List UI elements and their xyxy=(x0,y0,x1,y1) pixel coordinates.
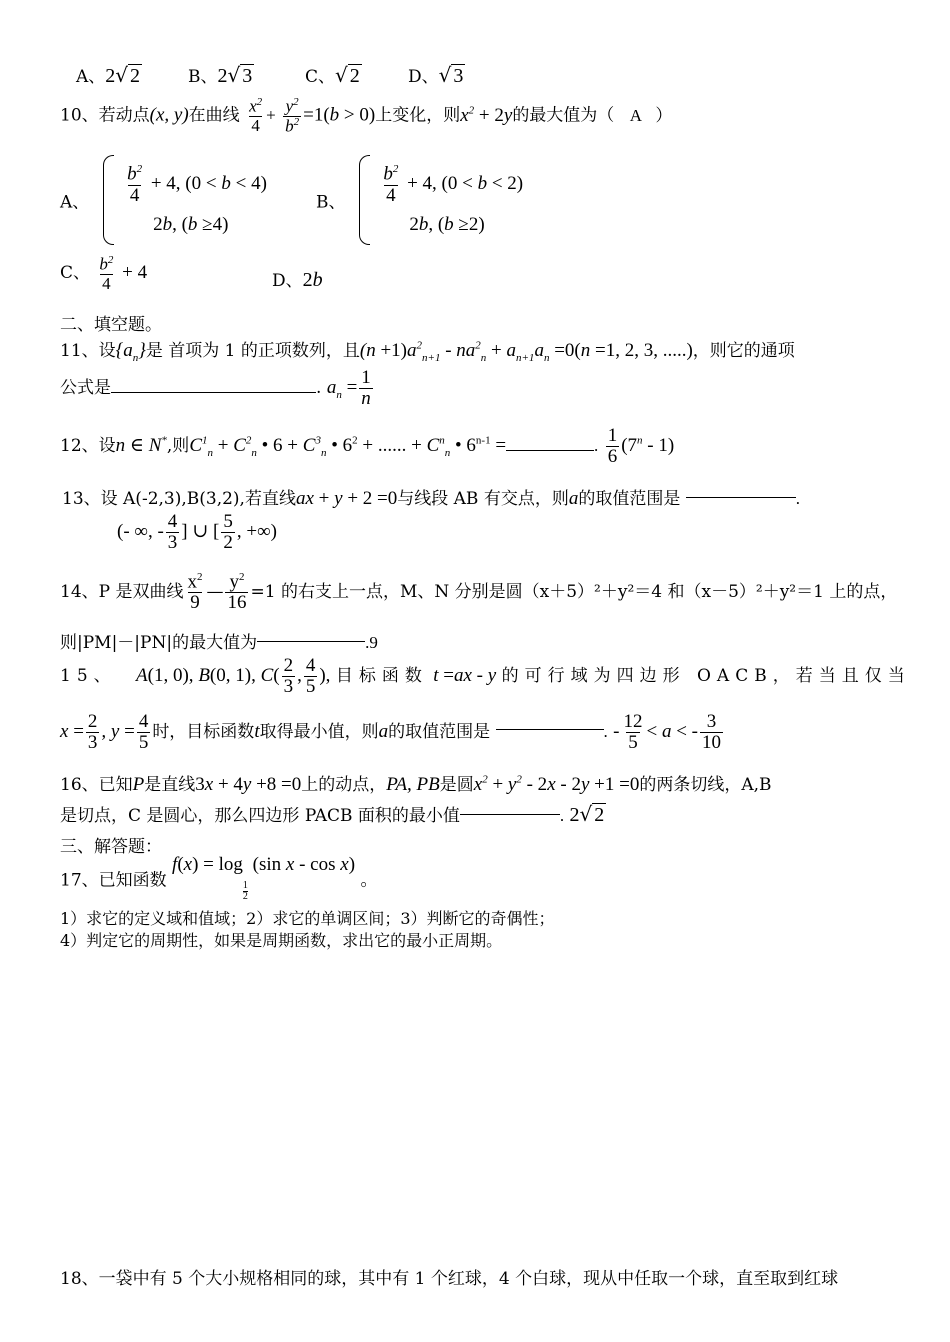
question-text: 与线段 AB 有交点，则 xyxy=(397,489,569,509)
q9-option-c-label: C、 xyxy=(305,67,336,87)
brace-symbol xyxy=(103,155,114,245)
fraction: $\frac{4}{5}$ xyxy=(138,711,149,753)
q9-option-d xyxy=(408,62,465,88)
question-text: 目标函数 xyxy=(335,665,428,686)
question-text: ） xyxy=(655,105,673,126)
question-16-line2: 是切点，C 是圆心，那么四边形 PACB 面积的最小值 . 2√ 2 xyxy=(60,802,605,826)
answer-blank[interactable] xyxy=(460,814,560,815)
question-text: . xyxy=(316,377,322,398)
q10-option-c: C、 $\frac{b^2}{4}$ + 4 xyxy=(60,254,148,293)
answer-blank[interactable] xyxy=(496,729,604,730)
question-text: 14、P 是双曲线 xyxy=(60,582,184,603)
q9-option-a-label: A、 xyxy=(76,67,106,87)
fraction: $\frac{1}{6}$ xyxy=(607,425,618,467)
fraction: $\frac{y^2}{b^2}$ xyxy=(285,96,300,136)
question-number: 15、 xyxy=(60,665,117,686)
option-label: D、 xyxy=(272,271,303,291)
question-text: 时，目标函数 xyxy=(152,721,255,742)
q9-option-b: B、2√ 3 xyxy=(188,63,253,87)
question-text: 的取值范围是 xyxy=(578,489,681,509)
sqrt-expression: √ 2 xyxy=(335,63,360,87)
question-11-line2: 公式是 . $a_n$ = $\frac{1}{n}$ xyxy=(60,367,371,409)
fraction: $\frac{b^2}{4}$ xyxy=(99,254,114,293)
question-number: 12、 xyxy=(60,435,99,456)
question-text: 的两条切线，A,B xyxy=(639,775,772,795)
question-text: ，则它的通项 xyxy=(692,341,795,361)
question-14-line2: 则|PM|－|PN|的最大值为 .9 xyxy=(60,633,378,653)
question-text: 上变化，则 xyxy=(375,105,461,126)
question-text: =1 的右支上一点，M、N 分别是圆（x＋5）²＋y²＝4 和（x－5）²＋y²＝1 上的点， xyxy=(250,582,898,603)
fraction: $\frac{2}{3}$ xyxy=(87,711,98,753)
q9-option-a: A、2√ 2 xyxy=(76,63,141,87)
fraction: $\frac{b^2}{4}$ xyxy=(383,163,399,206)
sqrt-expression: √ 3 xyxy=(227,63,253,87)
fraction: $\frac{x^2}{4}$ xyxy=(249,96,263,135)
fraction: $\frac{b^2}{4}$ xyxy=(127,163,143,206)
question-text: 取得最小值，则 xyxy=(259,721,379,742)
question-text: 是切点，C 是圆心，那么四边形 PACB 面积的最小值 xyxy=(60,806,460,826)
fraction: $\frac{1}{n}$ xyxy=(361,367,371,409)
question-text: 的可行域为四边形 OACB，若当且仅当 xyxy=(501,665,911,686)
q10-option-b: B、 $\frac{b^2}{4}$ + 4, (0 < b < 2) 2b, (b ≥2) xyxy=(316,155,523,245)
question-text: 是圆 xyxy=(439,775,474,795)
sqrt-expression: √ 2 xyxy=(579,802,605,826)
question-text: 是直线 xyxy=(144,775,196,795)
q9-option-d-label: D、 xyxy=(408,67,439,87)
fraction: $\frac{2}{3}$ xyxy=(283,655,294,697)
answer-blank[interactable] xyxy=(257,641,365,642)
question-text: 是 首项为 1 的正项数列，且 xyxy=(145,341,360,361)
question-14: 14、P 是双曲线 $\frac{x^2}{9}$ — $\frac{y^2}{16}$ =1 的右支上一点，M、N 分别是圆（x＋5）²＋y²＝4 和（x－5）²＋y²＝1 上的点， xyxy=(60,571,898,614)
fraction: $\frac{12}{5}$ xyxy=(623,711,643,753)
question-text: 若动点 xyxy=(98,105,150,126)
question-13-answer: (- ∞, - $\frac{4}{3}$ ] ∪ [ $\frac{5}{2}$ , +∞) xyxy=(117,511,277,553)
question-text: 则|PM|－|PN|的最大值为 xyxy=(60,633,258,653)
question-text: 公式是 xyxy=(60,377,111,398)
q10-option-a: A、 $\frac{b^2}{4}$ + 4, (0 < b < 4) 2b, (b ≥4) xyxy=(60,155,267,245)
fraction: $\frac{y^2}{16}$ xyxy=(227,571,247,614)
option-label: C、 xyxy=(60,263,91,284)
answer-blank[interactable] xyxy=(111,392,316,393)
section-heading-2: 二、填空题。 xyxy=(60,315,162,335)
answer-blank[interactable] xyxy=(506,450,594,451)
question-text: 设 xyxy=(98,341,116,361)
option-label: B、 xyxy=(316,192,346,213)
question-text: 16、已知 xyxy=(60,775,133,795)
question-text: 上的动点， xyxy=(301,775,387,795)
fraction: $\frac{5}{2}$ xyxy=(223,511,233,553)
sqrt-expression: √ 2 xyxy=(115,63,141,87)
question-13: 13、设 A(-2,3),B(3,2),若直线ax + y + 2 =0与线段 AB 有交点，则a的取值范围是 . xyxy=(62,488,800,509)
option-label: A、 xyxy=(60,192,90,213)
question-text: 13、设 A(-2,3),B(3,2),若直线 xyxy=(62,489,296,509)
question-11: 11、设$\{a_n\}$是 首项为 1 的正项数列，且$(n +1)a^2_{n+1} - na^2_n + a_{n+1}a_n =0(n =1$, 2, 3, .....)，则它的通项 xyxy=(60,339,795,364)
section-heading-3: 三、解答题： xyxy=(60,837,162,857)
question-15: 15、 A(1, 0), B(0, 1), C( $\frac{2}{3}$ , $\frac{4}{5}$ ), 目标函数 t =ax - y 的可行域为四边形 OACB，若当且仅当 xyxy=(60,655,911,697)
fraction: $\frac{4}{5}$ xyxy=(305,655,316,697)
question-text: 在曲线 xyxy=(188,105,240,126)
answer-text: 9 xyxy=(369,633,378,652)
question-text: ,则 xyxy=(166,435,190,456)
question-12: 12、设n ∈ N*,则$C^1_n + C^2_n$ • $6 + C^3_n$ • $6^2$ + ...... + $C^n_n$ • $6^{n-1}$ = . $\frac{1}{6}$ (7$^n$ - 1) xyxy=(60,425,675,467)
question-text: 的最大值为（ xyxy=(512,105,615,126)
answer-blank[interactable] xyxy=(686,497,796,498)
question-text: 17、已知函数 xyxy=(60,870,167,891)
question-17-parts-1: 1）求它的定义域和值域；2）求它的单调区间；3）判断它的奇偶性； xyxy=(60,909,555,928)
q9-option-c xyxy=(305,62,362,88)
question-number: 10、 xyxy=(60,105,99,126)
question-18: 18、一袋中有 5 个大小规格相同的球，其中有 1 个红球，4 个白球，现从中任取一个球，直至取到红球 xyxy=(60,1269,839,1289)
answer-text: A xyxy=(629,105,642,125)
question-10: 10、若动点(x, y)在曲线 $\frac{x^2}{4}$ + $\frac{y^2}{b^2}$ =1(b > 0)上变化，则$x^2 + 2y$的最大值为（ A ） xyxy=(60,96,673,136)
question-17: 17、已知函数 f(x) = log $\frac{1}{2}$ (sin x - cos x) 。 xyxy=(60,854,378,902)
q9-option-b-label: B、 xyxy=(188,67,218,87)
question-17-parts-2: 4）判定它的周期性，如果是周期函数，求出它的最小正周期。 xyxy=(60,931,503,950)
question-15-line2: x = $\frac{2}{3}$ , y = $\frac{4}{5}$ 时，目标函数t取得最小值，则a的取值范围是 . - $\frac{12}{5}$ < a < - $\frac{3}{10}$ xyxy=(60,711,721,753)
question-text: 的取值范围是 xyxy=(388,721,491,742)
fraction: $\frac{4}{3}$ xyxy=(167,511,178,553)
question-number: 11、 xyxy=(60,341,99,361)
brace-symbol xyxy=(359,155,370,245)
question-text: 。 xyxy=(360,870,378,891)
sqrt-expression: √ 3 xyxy=(438,63,464,87)
fraction: $\frac{x^2}{9}$ xyxy=(187,571,203,614)
question-text: 设 xyxy=(98,435,116,456)
fraction: $\frac{3}{10}$ xyxy=(702,711,721,753)
question-16: 16、已知P是直线3x + 4y +8 =0上的动点，PA, PB是圆$x^2 + y^2 - 2x - 2y +1 =0$的两条切线，A,B xyxy=(60,773,772,795)
q10-option-d: D、2b xyxy=(272,269,323,291)
